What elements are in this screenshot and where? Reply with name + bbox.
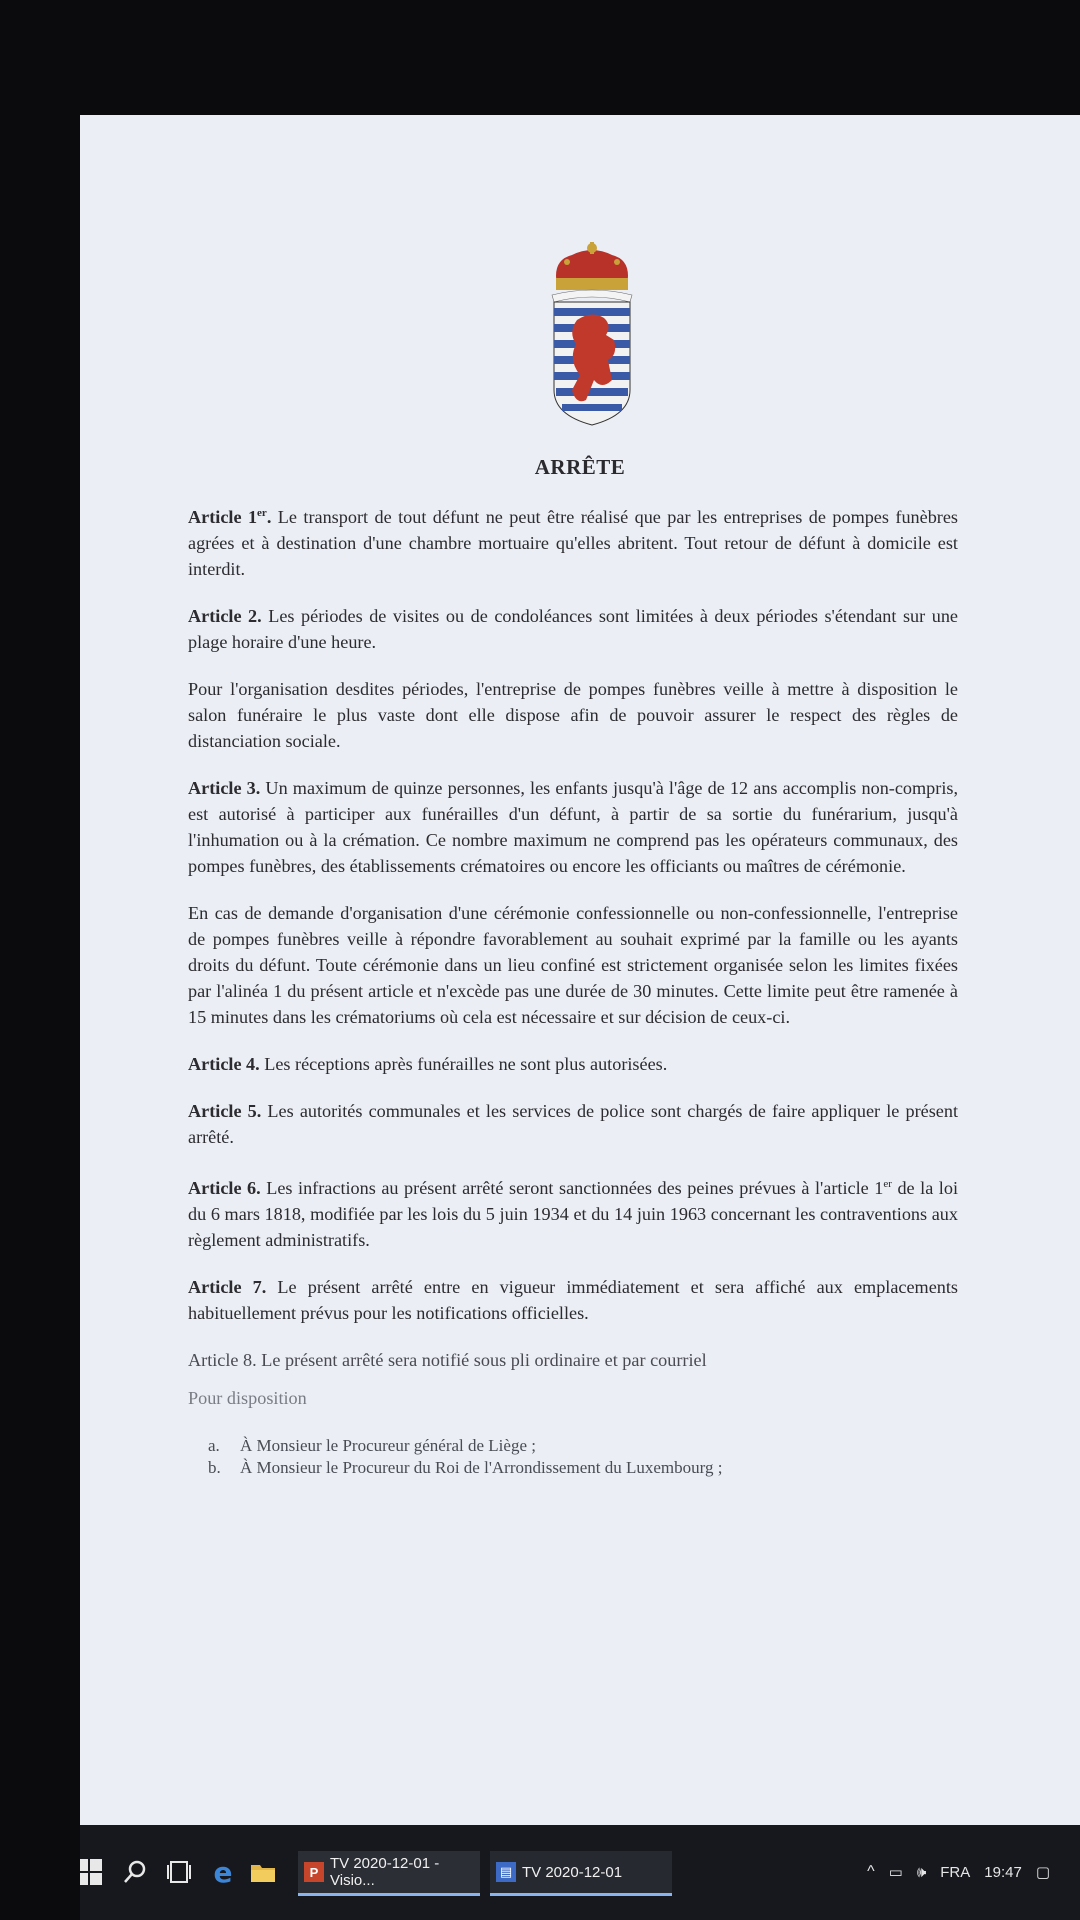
taskbar-app-label: TV 2020-12-01	[522, 1863, 623, 1881]
document-title: ARRÊTE	[534, 455, 626, 479]
article-2: Article 2. Les périodes de visites ou de condoléances sont limitées à deux périodes s'étendant sur une plage horaire d'une heure.	[188, 606, 958, 653]
recipients-list	[188, 1435, 958, 1479]
file-explorer-icon[interactable]	[246, 1855, 280, 1889]
coat-of-arms-logo	[542, 240, 642, 430]
edge-icon[interactable]: e	[213, 1855, 233, 1889]
task-view-icon[interactable]	[162, 1855, 196, 1889]
language-indicator[interactable]: FRA	[940, 1863, 971, 1881]
taskbar-app-powerpoint[interactable]	[298, 1851, 480, 1896]
system-tray	[867, 1851, 1080, 1893]
taskbar	[80, 1825, 1080, 1920]
article-3-paragraph-2: En cas de demande d'organisation d'une cérémonie confessionnelle ou non-confessionnelle, l'entreprise de pompes funèbres veille à répondre favorablement au souhait exprimé par la famille ou les ayants droits du défunt. Toute cérémonie dans un lieu confiné est strictement organisée selon les limites fixées par l'alinéa 1 du présent article et n'excède pas une durée de 30 minutes. Cette limite peut être ramenée à 15 minutes dans les crématoriums où cela est nécessaire et sur décision de ceux-ci.	[188, 903, 958, 1028]
article-7: Article 7. Le présent arrêté entre en vigueur immédiatement et sera affiché aux emplacements habituellement prévus pour les notifications officielles.	[188, 1277, 958, 1324]
screen	[80, 115, 1080, 1920]
battery-icon[interactable]: ▭	[888, 1864, 903, 1881]
article-2-paragraph-2: Pour l'organisation desdites périodes, l'entreprise de pompes funèbres veille à mettre à disposition le salon funéraire le plus vaste dont elle dispose afin de pouvoir assurer le respect des règles de distanciation sociale.	[188, 679, 958, 752]
taskbar-app-document[interactable]	[490, 1851, 672, 1896]
article-3: Article 3. Un maximum de quinze personnes, les enfants jusqu'à l'âge de 12 ans accomplis non-compris, est autorisé à participer aux funérailles d'un défunt, à partir de sa sortie du funérarium, jusqu'à l'inhumation ou à la crémation. Ce nombre maximum ne comprend pas les opérateurs communaux, des pompes funèbres, des établissements crématoires ou encore les officiants ou maîtres de cérémonie.	[188, 778, 958, 877]
list-item: b. À Monsieur le Procureur du Roi de l'Arrondissement du Luxembourg ;	[208, 1458, 723, 1478]
taskbar-app-label: TV 2020-12-01 - Visio...	[330, 1855, 440, 1889]
article-6: Article 6. Les infractions au présent arrêté seront sanctionnées des peines prévues à l'article 1er de la loi du 6 mars 1818, modifiée par les lois du 5 juin 1934 et du 14 juin 1963 concernant les contraventions aux règlement administratifs.	[188, 1178, 959, 1251]
pour-disposition: Pour disposition	[188, 1388, 307, 1409]
article-4: Article 4. Les réceptions après funérailles ne sont plus autorisées.	[188, 1054, 668, 1075]
article-5: Article 5. Les autorités communales et les services de police sont chargés de faire appliquer le présent arrêté.	[188, 1101, 959, 1148]
list-item: a. À Monsieur le Procureur général de Liège ;	[208, 1436, 536, 1456]
search-icon[interactable]	[118, 1855, 152, 1889]
chevron-up-icon[interactable]: ^	[867, 1863, 875, 1880]
document-page	[80, 115, 1080, 1825]
volume-icon[interactable]: 🕪	[916, 1863, 927, 1881]
document-icon: ▤	[496, 1862, 516, 1882]
clock[interactable]: 19:47	[984, 1863, 1022, 1881]
article-8: Article 8. Le présent arrêté sera notifié sous pli ordinaire et par courriel	[188, 1350, 707, 1371]
powerpoint-icon: P	[304, 1862, 324, 1882]
document-body	[188, 500, 958, 1479]
notification-icon[interactable]: ▢	[1035, 1864, 1050, 1881]
article-1: Article 1er. Le transport de tout défunt ne peut être réalisé que par les entreprises de pompes funèbres agrées et à destination d'une chambre mortuaire qu'elles abritent. Tout retour de défunt à domicile est interdit.	[188, 507, 959, 580]
windows-start-icon[interactable]	[80, 1855, 106, 1889]
